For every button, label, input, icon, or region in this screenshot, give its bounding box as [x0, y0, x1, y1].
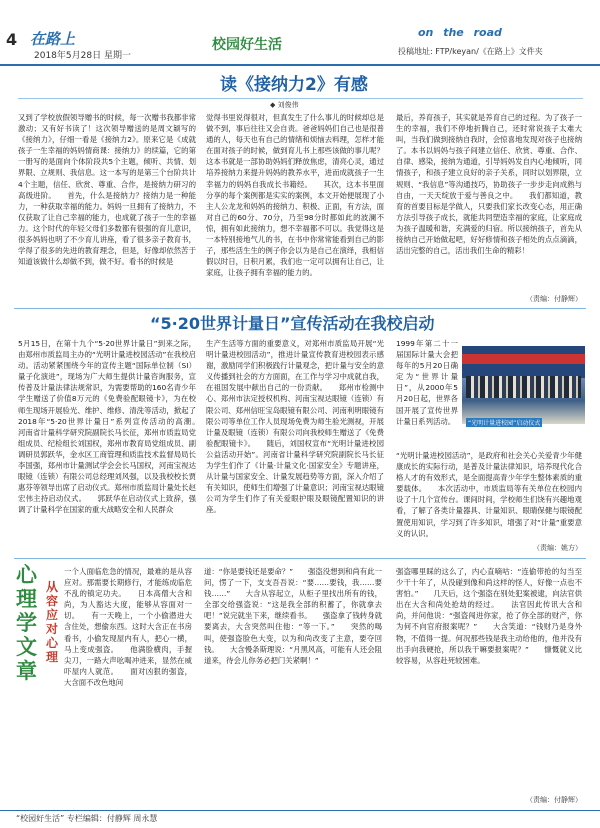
- article2-column-2: 生产生活等方面的重要意义，对郑州市质监局开展“光明计量进校园活动”，推进计量宣传教育进校园表示感谢，激励同学们积极践行计量观念，把计量与安全的意义传播到社会的方方面面，在工作与学习中成就自我，在祖国发展中献出自己的一份贡献。 郑州市检测中心、郑州市法定授权机构、河南宝视达眼镜（连锁）有限公司、郑州信旺宝岛眼镜有限公司、河南利明眼镜有限公司等单位工作人员现场免费为师生验光测视，开展计量及眼镜（连锁）有限公司向我校师生赠送了《免费验配眼镜卡》。 随后，刘国权宣布“光明计量进校园公益活动开始”。河南省计量科学研究院副院长马长征为学生们作了《计量·计量文化·国家安全》专题讲座，从计量与国家安全、计量发展趋势等方面，深入介绍了有关知识，使师生们增强了计量意识；河南宝视达眼镜公司为学生们作了有关爱眼护眼及眼镜配置知识的讲座。: [206, 339, 384, 515]
- submission-address: 投稿地址: FTP/keyan/《在路上》文件夹: [398, 47, 543, 56]
- page-number: 4: [6, 30, 18, 49]
- article1-editor: （责编：付静辉）: [526, 295, 582, 303]
- article3-column-2: 道：“你是要钱还是要命？” 强盗没想到和尚有此一问，愣了一下，支支吾吾说：“要……要钱，我……要钱……” 大含从容起立，从柜子里找出所有的钱，全部交给强盗说：“这是我全部的积蓄了，你就拿去吧！”说完就坐下来，继续看书。 强盗拿了钱转身就要离去，大含突然叫住他：“等一下。” 突然的喝叫，使强盗脸色大变，以为和尚改变了主意，要夺回钱。 大含慢条斯理说：“月黑风高，可能有人还会阻道来，待会儿你务必把门关紧啊！”: [204, 567, 382, 665]
- article3-column-1: 一个人面临危急的情况，最难的是从容应对。那需要长期修行，才能练成临危不乱的镇定功夫。 日本高僧大含和尚，为人豁达大度，能够从容面对一切。 有一天晚上，一个小偷潜进大含住处，想偷东西。这时大含正在书房看书，小偷发现屋内有人，把心一横，马上变成强盗。 他满脸横肉，手握尖刀，一路大声吆喝冲进来，显然在威吓屋内人就范。 面对凶狠的强盗，大含面不改色地问: [64, 567, 192, 687]
- article1-author: ◆ 刘俊伟: [270, 101, 299, 109]
- article3-editor: （责编：付静辉）: [526, 796, 582, 804]
- section-title: 校园好生活: [212, 37, 282, 53]
- column-editor-credit: “校园好生活” 专栏编辑：付静辉 周永慧: [16, 814, 158, 823]
- article-divider-2: [14, 558, 586, 559]
- newspaper-name: 在路上: [30, 30, 76, 48]
- header-divider: [0, 64, 600, 66]
- footer-divider: [0, 810, 600, 811]
- photo-people: [466, 376, 581, 398]
- article1-column-3: 最后，养育孩子，其实就是养育自己的过程。为了孩子一生的幸福，我们不停地折腾自己，还时常说孩子太难大叫，当我们做到接纳自我时，会惊喜地发现对孩子也接纳了。本书以妈妈与孩子间建立信任、欣赏、尊重、合作、自律、感染，接纳为通道，引导妈妈发自内心地倾听，同情孩子，和孩子建立良好的亲子关系，同时以划界限，立规则、“我信息”等沟通技巧，协助孩子一步步走向成熟与自由，一天天绽放于爱与善良之中。 我们都知道，教育的首要目标是学做人，只要我们家长改变心态，用正确方法引导孩子成长，就能共同塑造幸福的家庭，让家庭成为孩子温暖和谐，充满爱的归宿。所以接纳孩子，首先从接纳自己开始做起吧，好好修情和孩子相处的点点滴滴，活出完整的自己，活出我们生命的精彩！: [396, 113, 582, 256]
- event-photo: [462, 346, 585, 424]
- photo-caption: “光明计量进校园”启动仪式: [468, 420, 541, 427]
- article3-column-3: 强盗哪里睬的这么了，内心直嘀咕：“连偷带抢的勾当至少干十年了，从没碰到像和尚这样的怪人，好像一点也不害怕。” 几天后，这个强盗在别处犯案被逮，向法官供出在大含和尚处抢劫的经过。 法官因此传讯大含和尚，并问他说：“强盗闯进你家，抢了你全部的财产，你为何不向官府报案呢？” 大含笑道：“钱财乃是身外物，不值得一提。何况那些钱是我主动给他的，他并没有出手向我硬抢，所以我干嘛要报案呢？” 慷慨就义比较容易，从容赴死较困难。: [396, 567, 582, 665]
- article3-side-title: 心理学文章: [16, 563, 37, 683]
- publication-date: 2018年5月28日 星期一: [34, 51, 131, 61]
- article3-subtitle: 从容应对心理: [46, 580, 59, 664]
- article2-editor: （责编：姚方）: [533, 544, 582, 552]
- tagline: on the road: [418, 26, 502, 39]
- photo-banner: [462, 354, 585, 364]
- article-divider: [14, 308, 586, 309]
- article2-column-3: “光明计量进校园活动”，是政府和社会关心关爱青少年健康成长的实际行动，是普及计量法律知识，培养现代化合格人才的有效形式，是全面提高青少年学生整体素质的重要载体。 本次活动中，市质监局等有关单位在校园内设了十几个宣传台。课间时间，学校师生们饶有兴趣地观看，了解了各类计量器具、计量知识、眼睛保健与眼镜配置使用知识，学习到了许多知识，增强了对“计量”重要意义的认识。: [396, 451, 582, 538]
- article2-column-1: 5月15日，在第十九个“5·20世界计量日”到来之际，由郑州市质监局主办的“光明计量进校园活动”在我校启动。活动紧紧围绕今年的宣传主题“国际单位制（SI）量子化演进”，现场为广大师生提供计量咨询服务，宣传普及计量法律法规常识，为需要帮助的160名青少年学生赠送了价值8万元的《免费验配眼镜卡》，为在校师生现场开展验光、维护、维修、清洗等活动，掀起了2018年“5·20世界计量日”系列宣传活动的高潮。 河南省计量科学研究院副院长马长征，郑州市质监局党组成员、纪检组长刘国权，郑州市教育局党组成员、副调研员郭跃华，金水区工商管理和质监技术监督局局长李国强，郑州市计量测试学会会长马国权，河南宝视达眼镜（连锁）有限公司总经理刘风强，以及我校校长贾惠芬等领导出席了启动仪式。郑州市质监局计量处长赵宏伟主持启动仪式。 郭跃华在启动仪式上致辞，强调了计量科学在国家的重大战略安全和人民群众: [18, 339, 196, 515]
- article1-column-2: 觉得书里说得很对，但真发生了什么事儿的时候却总是做不到，事后往往又会自责。爸爸妈妈们自己也是很普通的人，每天也有自己的情绪和烦恼去料理，怎样才能在面对孩子的时候，做到育儿书上那些该做的事儿呢？这本书就是一部协助妈妈们释放焦虑，清亮心灵，通过培养接纳力来提升妈妈的教养水平，进而成就孩子一生幸福力的妈妈自我成长书籍经。 其次，这本书里面分享的每个案例都是实实的案例，本文开始便展现了小主人公龙龙和妈妈的接纳力、积极、正面，有方法，面对自己的60分、70分，乃至98分时都如此的波澜不惊，拥有如此接纳力，想不幸福都不可以。我觉得这是一本特别接地气儿的书，在书中你常常能看到自己的影子，那些活生生的例子你会以为是自己在演绎，我相信假以时日，日积月累，我们也一定可以拥有让自己，让家庭，让孩子拥有幸福的能力的。: [206, 113, 384, 278]
- article2-column-3-intro: 1999年第二十一届国际计量大会把每年的5月20日确定为“世界计量日”，从2000年5月20日起，世界各国开展了宣传世界计量日系列活动。: [396, 339, 458, 426]
- article2-title: “5·20世界计量日”宣传活动在我校启动: [150, 314, 435, 333]
- article1-column-1: 又到了学校放假领导赠书的时候，每一次赠书我都非常激动；又有好书读了！这次领导赠送的是周文颖写的《接纳力》，仔细一看是《接纳力2》。原来它是《成就孩子一生幸福的妈妈情商课：接纳力》的续篇，它的第一册写的是面向个体阶段共5个主题，倾听、共情、划界限、立规则、我信息。这一本写的是第三个台阶共计4个主题，信任、欣赏、尊重、合作，是接纳力研习的高级进阶。 首先，什么是接纳力？接纳力是一种能力，一种获取幸福的能力。妈妈一旦拥有了接纳力，不仅获取了让自己幸福的能力，也成就了孩子一生的幸福力。这个时代的年轻父母们多数都有很强的育儿意识，很多妈妈也明了不少育儿讲座，看了很多亲子教育书，学得了很多的先进的教育理念，但是，好像却依然苦于知道该做什么却做不到，做不好。看书的时候是: [18, 113, 196, 267]
- article1-title: 读《接纳力2》有感: [220, 75, 368, 95]
